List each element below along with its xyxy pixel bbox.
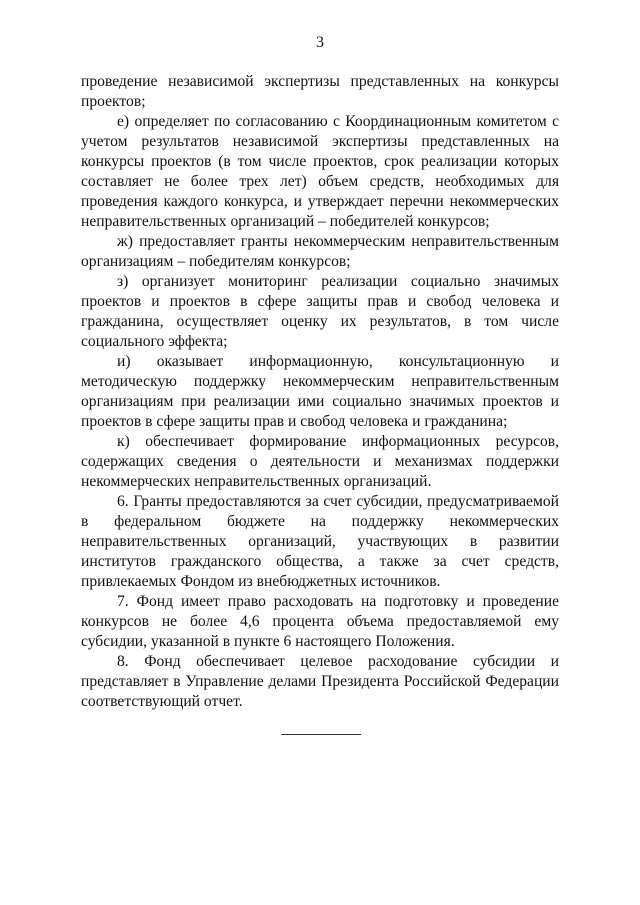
document-body — [81, 72, 559, 712]
paragraph-item-k: к) обеспечивает формирование информационных ресурсов, содержащих сведения о деятельности и механизмах поддержки некоммерческих неправительственных организаций. — [81, 433, 559, 490]
paragraph-item-zh: ж) предоставляет гранты некоммерческим неправительственным организациям – победителям конкурсов; — [81, 233, 559, 270]
end-of-document-rule — [281, 734, 361, 735]
paragraph-item-z: з) организует мониторинг реализации социально значимых проектов и проектов в сфере защиты прав и свобод человека и гражданина, осуществляет оценку их результатов, в том числе социального эффекта; — [81, 273, 559, 350]
paragraph-section-7: 7. Фонд имеет право расходовать на подготовку и проведение конкурсов не более 4,6 процента объема предоставляемой ему субсидии, указанной в пункте 6 настоящего Положения. — [81, 593, 559, 650]
paragraph-item-i: и) оказывает информационную, консультационную и методическую поддержку некоммерческим неправительственным организациям при реализации ими социально значимых проектов и проектов в сфере защиты прав и свобод человека и гражданина; — [81, 353, 559, 430]
paragraph-section-8: 8. Фонд обеспечивает целевое расходование субсидии и представляет в Управление делами Президента Российской Федерации соответствующий отчет. — [81, 653, 559, 710]
paragraph-continuation: проведение независимой экспертизы представленных на конкурсы проектов; — [81, 73, 559, 110]
paragraph-section-6: 6. Гранты предоставляются за счет субсидии, предусматриваемой в федеральном бюджете на поддержку некоммерческих неправительственных организаций, участвующих в развитии институтов гражданского общества, а также за счет средств, привлекаемых Фондом из внебюджетных источников. — [81, 493, 559, 590]
page-number: 3 — [316, 34, 324, 51]
paragraph-item-e: е) определяет по согласованию с Координационным комитетом с учетом результатов независимой экспертизы представленных на конкурсы проектов (в том числе проектов, срок реализации которых составляет не более трех лет) объем средств, необходимых для проведения каждого конкурса, и утверждает перечни некоммерческих неправительственных организаций – победителей конкурсов; — [81, 113, 559, 230]
